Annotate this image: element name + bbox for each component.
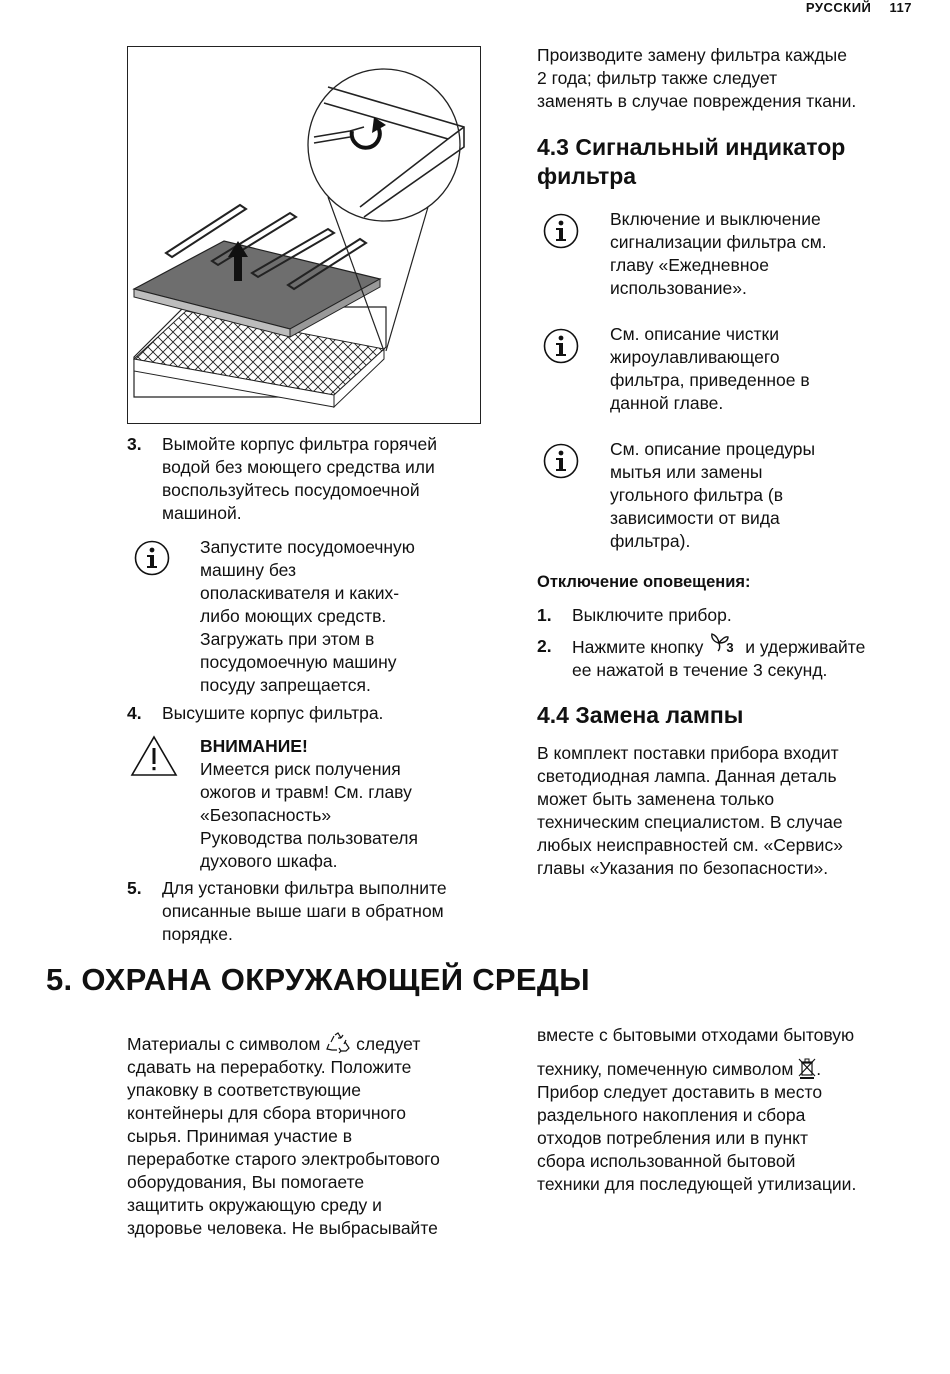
text-line: духового шкафа. <box>200 851 338 871</box>
step-number: 5. <box>127 878 142 898</box>
text-line: машину без <box>200 560 297 580</box>
text-line <box>127 1032 517 1056</box>
step-number: 1. <box>537 605 552 625</box>
text-line <box>537 1057 937 1081</box>
text-line: любых неисправностей см. «Сервис» <box>537 835 843 855</box>
text-line: ополаскивателя и каких- <box>200 583 400 603</box>
step-5 <box>127 877 517 947</box>
text-line: светодиодная лампа. Данная деталь <box>537 766 837 786</box>
text-line: может быть заменена только <box>537 789 775 809</box>
text-line <box>572 635 942 659</box>
info-icon <box>134 540 170 576</box>
alert-step-1 <box>537 604 927 628</box>
text-segment: Нажмите кнопку <box>572 637 704 657</box>
text-line: мытья или замены <box>610 462 763 482</box>
text-line: Для установки фильтра выполните <box>162 878 447 898</box>
step-number: 3. <box>127 434 142 454</box>
text-line: Имеется риск получения <box>200 759 401 779</box>
info-note-grease-filter <box>610 323 930 415</box>
text-line: здоровье человека. Не выбрасывайте <box>127 1218 438 1238</box>
text-line: переработке старого электробытового <box>127 1149 440 1169</box>
text-line: водой без моющего средства или <box>162 457 435 477</box>
text-line: фильтра). <box>610 531 691 551</box>
step-text <box>162 433 437 525</box>
text-line: зависимости от вида <box>610 508 780 528</box>
text-line: Прибор следует доставить в место <box>537 1082 823 1102</box>
text-line: отходов потребления или в пункт <box>537 1128 808 1148</box>
text-line: данной главе. <box>610 393 724 413</box>
text-line: техническим специалистом. В случае <box>537 812 843 832</box>
text-line: сбора использованной бытовой <box>537 1151 796 1171</box>
page-header <box>792 0 912 15</box>
text-line: заменять в случае повреждения ткани. <box>537 91 857 111</box>
text-line: посудомоечную машину <box>200 652 397 672</box>
step-3 <box>127 433 507 525</box>
recycle-icon <box>325 1032 351 1054</box>
step-text <box>162 702 383 725</box>
text-line: См. описание чистки <box>610 324 779 344</box>
text-line: Производите замену фильтра каждые <box>537 45 847 65</box>
text-segment: следует <box>356 1034 421 1054</box>
text-line: жироулавливающего <box>610 347 780 367</box>
text-line: упаковку в соответствующие <box>127 1080 362 1100</box>
filter-replacement-intro <box>537 44 937 113</box>
section-4-3-title <box>537 133 937 191</box>
text-line: 2 года; фильтр также следует <box>537 68 778 88</box>
text-line: ожогов и травм! См. главу <box>200 782 412 802</box>
header-language: РУССКИЙ <box>805 0 872 15</box>
text-line: См. описание процедуры <box>610 439 816 459</box>
text-line: раздельного накопления и сбора <box>537 1105 806 1125</box>
text-line: воспользуйтесь посудомоечной <box>162 480 420 500</box>
text-line: фильтра, приведенное в <box>610 370 810 390</box>
text-line: сырья. Принимая участие в <box>127 1126 353 1146</box>
text-line: «Безопасность» <box>200 805 332 825</box>
step-text <box>162 877 447 946</box>
fan-speed-label: 3 <box>726 640 734 655</box>
info-note-dishwasher <box>200 536 500 697</box>
text-line: использование». <box>610 278 747 298</box>
text-line: защитить окружающую среду и <box>127 1195 382 1215</box>
text-line: 4.3 Сигнальный индикатор <box>537 134 846 160</box>
text-line: описанные выше шаги в обратном <box>162 901 444 921</box>
warning-title: ВНИМАНИЕ! <box>200 736 308 756</box>
text-line: посуду запрещается. <box>200 675 371 695</box>
info-note-carbon-filter <box>610 438 930 553</box>
text-line: Руководства пользователя <box>200 828 418 848</box>
text-line: В комплект поставки прибора входит <box>537 743 839 763</box>
text-line: главу «Ежедневное <box>610 255 769 275</box>
text-line: Загружать при этом в <box>200 629 375 649</box>
filter-illustration <box>127 46 481 424</box>
text-line: фильтра <box>537 163 637 189</box>
text-line: контейнеры для сбора вторичного <box>127 1103 406 1123</box>
text-line: вместе с бытовыми отходами бытовую <box>537 1025 855 1045</box>
text-line: угольного фильтра (в <box>610 485 784 505</box>
step-4 <box>127 702 507 726</box>
text-line: либо моющих средств. <box>200 606 387 626</box>
text-segment: технику, помеченную символом <box>537 1059 794 1079</box>
text-line: Включение и выключение <box>610 209 821 229</box>
text-line: Вымойте корпус фильтра горячей <box>162 434 438 454</box>
text-line: порядке. <box>162 924 233 944</box>
text-segment: Материалы с символом <box>127 1034 321 1054</box>
warning-icon <box>130 734 178 778</box>
info-icon <box>543 213 579 249</box>
section-4-4-title: 4.4 Замена лампы <box>537 702 744 728</box>
lamp-replacement-text <box>537 742 937 880</box>
warning-note <box>200 735 510 873</box>
info-icon <box>543 328 579 364</box>
text-line: сдавать на переработку. Положите <box>127 1057 412 1077</box>
filter-replacement-drawing <box>128 47 480 423</box>
step-number: 2. <box>537 636 552 656</box>
text-line: машиной. <box>162 503 242 523</box>
text-segment: . <box>816 1059 822 1079</box>
text-line: техники для последующей утилизации. <box>537 1174 857 1194</box>
alert-off-title: Отключение оповещения: <box>537 573 751 591</box>
info-note-filter-signal <box>610 208 930 300</box>
page-number: 117 <box>889 0 912 15</box>
info-icon <box>543 443 579 479</box>
text-line: ее нажатой в течение 3 секунд. <box>572 660 828 680</box>
step-text <box>572 635 942 682</box>
section-5-title: 5. ОХРАНА ОКРУЖАЮЩЕЙ СРЕДЫ <box>46 962 590 997</box>
alert-step-2 <box>537 635 937 683</box>
environment-right-text <box>537 1024 937 1196</box>
text-line: Запустите посудомоечную <box>200 537 415 557</box>
crossed-bin-icon <box>798 1057 816 1079</box>
text-line: главы «Указания по безопасности». <box>537 858 829 878</box>
text-line: сигнализации фильтра см. <box>610 232 827 252</box>
text-line: оборудования, Вы помогаете <box>127 1172 365 1192</box>
environment-left-text <box>127 1032 517 1240</box>
step-number: 4. <box>127 703 142 723</box>
step-text: Выключите прибор. <box>572 605 732 625</box>
text-segment: и удерживайте <box>745 637 866 657</box>
text-line: Высушите корпус фильтра. <box>162 703 384 723</box>
fan-3-button-icon <box>708 635 740 657</box>
